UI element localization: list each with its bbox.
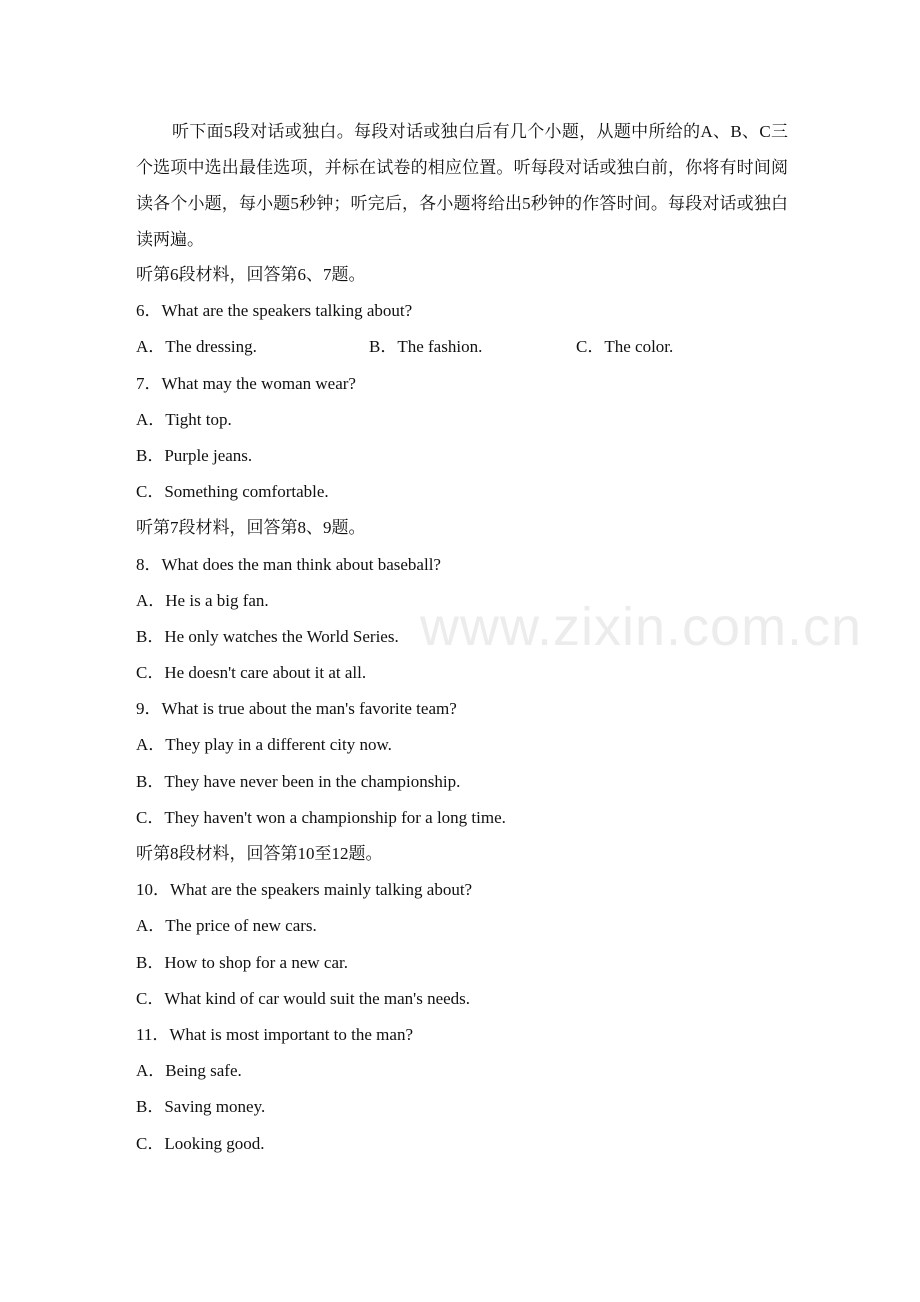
- section-7-heading: 听第7段材料，回答第8、9题。: [136, 518, 366, 538]
- q8-option-a: A．He is a big fan.: [136, 590, 269, 610]
- q10-option-b: B．How to shop for a new car.: [136, 952, 348, 972]
- q11-option-a: A．Being safe.: [136, 1061, 242, 1081]
- q7-option-b: B．Purple jeans.: [136, 445, 253, 465]
- q8-option-b: B．He only watches the World Series.: [136, 626, 399, 646]
- q11-option-c: C．Looking good.: [136, 1133, 265, 1153]
- q7-option-c: C．Something comfortable.: [136, 482, 329, 502]
- q9-option-a: A．They play in a different city now.: [136, 735, 392, 755]
- instructions-paragraph: 听下面5段对话或独白。每段对话或独白后有几个小题，从题中所给的A、B、C三个选项中选出最佳选项，并标在试卷的相应位置。听每段对话或独白前，你将有时间阅读各个小题，每小题5秒钟；听完后，各小题将给出5秒钟的作答时间。每段对话或独白读两遍。: [136, 122, 788, 249]
- q6-option-c: C．The color.: [576, 337, 674, 357]
- question-6: 6．What are the speakers talking about?: [136, 301, 413, 321]
- question-list: [136, 257, 836, 1162]
- section-6-heading: 听第6段材料，回答第6、7题。: [136, 265, 366, 284]
- question-9: 9．What is true about the man's favorite team?: [136, 699, 457, 719]
- q6-option-a: A．The dressing.: [136, 337, 257, 357]
- q8-option-c: C．He doesn't care about it at all.: [136, 663, 367, 683]
- question-6-options: [136, 329, 836, 365]
- question-10: 10．What are the speakers mainly talking about?: [136, 880, 473, 900]
- q9-option-c: C．They haven't won a championship for a long time.: [136, 807, 506, 827]
- question-7: 7．What may the woman wear?: [136, 373, 356, 393]
- q10-option-a: A．The price of new cars.: [136, 916, 317, 936]
- question-11: 11．What is most important to the man?: [136, 1024, 413, 1044]
- q11-option-b: B．Saving money.: [136, 1097, 266, 1117]
- q9-option-b: B．They have never been in the championship.: [136, 771, 461, 791]
- q7-option-a: A．Tight top.: [136, 409, 232, 429]
- q6-option-b: B．The fashion.: [369, 337, 483, 357]
- watermark: www.zixin.com.cn: [420, 597, 863, 657]
- section-8-heading: 听第8段材料，回答第10至12题。: [136, 844, 383, 863]
- question-8: 8．What does the man think about baseball?: [136, 554, 441, 574]
- q10-option-c: C．What kind of car would suit the man's needs.: [136, 988, 471, 1008]
